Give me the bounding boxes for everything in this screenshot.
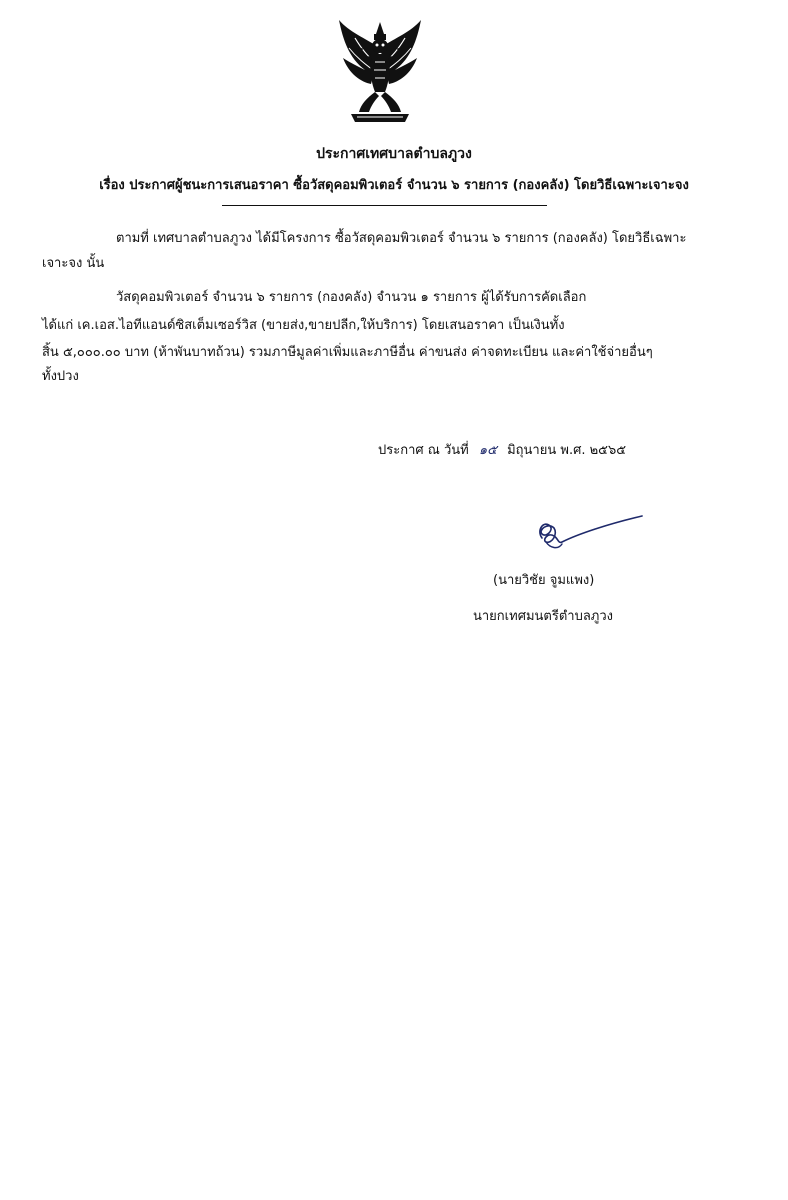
handwritten-signature-icon [528, 508, 648, 558]
date-prefix: ประกาศ ณ วันที่ [378, 443, 469, 458]
body-para1-line1: ตามที่ เทศบาลตำบลภูวง ได้มีโครงการ ซื้อวัสดุคอมพิวเตอร์ จำนวน ๖ รายการ (กองคลัง) โดยวิธีเฉพาะ [116, 231, 687, 246]
date-day: ๑๕ [478, 443, 497, 458]
body-para1-line2: เจาะจง นั้น [42, 256, 105, 271]
title-divider [222, 205, 547, 206]
signer-position: นายกเทศมนตรีตำบลภูวง [473, 609, 613, 624]
body-para2-line2: ได้แก่ เค.เอส.ไอทีแอนด์ซิสเต็มเซอร์วิส (ขายส่ง,ขายปลีก,ให้บริการ) โดยเสนอราคา เป็นเงินทั้ง [42, 318, 565, 333]
body-para2-line3: สิ้น ๕,๐๐๐.๐๐ บาท (ห้าพันบาทถ้วน) รวมภาษีมูลค่าเพิ่มและภาษีอื่น ค่าขนส่ง ค่าจดทะเบียน และค่าใช้จ่ายอื่นๆ [42, 345, 653, 360]
announcement-date [378, 443, 626, 459]
signer-name: (นายวิชัย จูมแพง) [493, 573, 595, 588]
date-month-year: มิถุนายน พ.ศ. ๒๕๖๕ [507, 443, 627, 458]
announcement-title: ประกาศเทศบาลตำบลภูวง [316, 146, 472, 162]
body-para2-line4: ทั้งปวง [42, 369, 79, 384]
announcement-subject: เรื่อง ประกาศผู้ชนะการเสนอราคา ซื้อวัสดุคอมพิวเตอร์ จำนวน ๖ รายการ (กองคลัง) โดยวิธีเฉพาะเจาะจง [99, 178, 689, 193]
body-para2-line1: วัสดุคอมพิวเตอร์ จำนวน ๖ รายการ (กองคลัง) จำนวน ๑ รายการ ผู้ได้รับการคัดเลือก [116, 290, 587, 305]
garuda-emblem-icon [335, 18, 425, 126]
